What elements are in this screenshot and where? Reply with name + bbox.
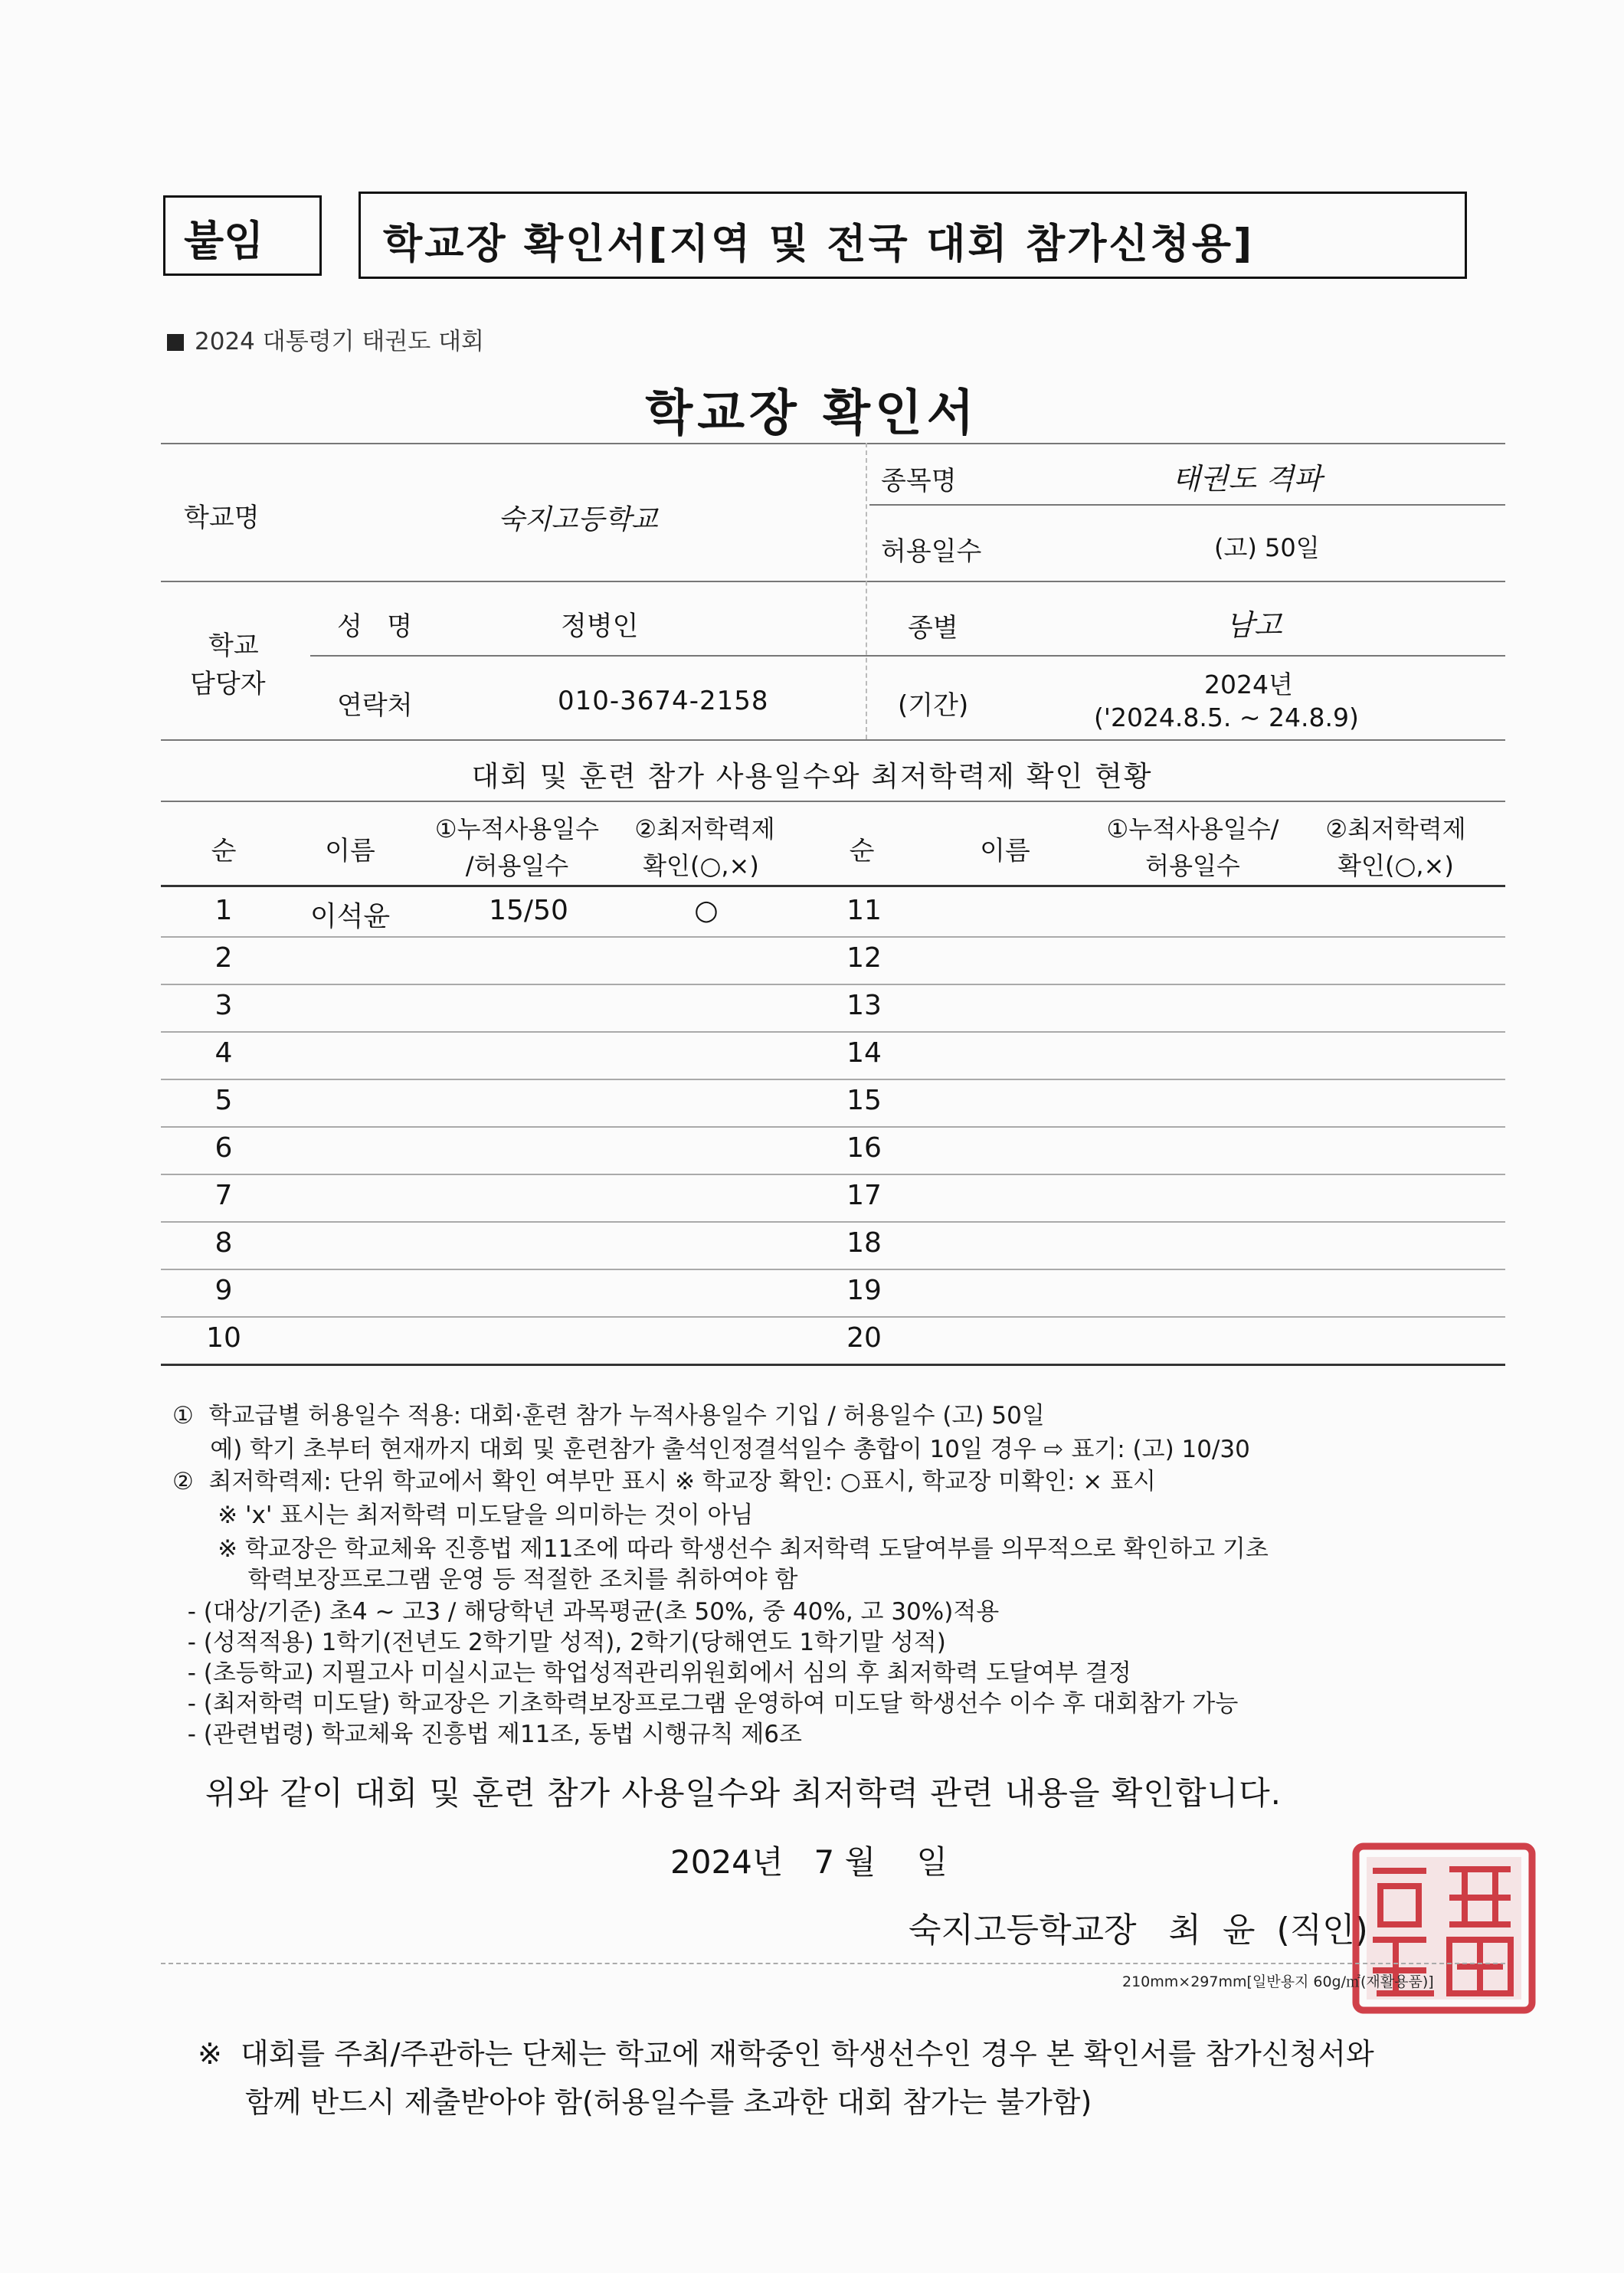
row-no: 9: [214, 1275, 233, 1306]
note-line: - (초등학교) 지필고사 미실시교는 학업성적관리위원회에서 심의 후 최저학력 도달여부 결정: [172, 1659, 1131, 1687]
row-name: 이석윤: [309, 901, 391, 932]
row-no-right: 17: [846, 1180, 882, 1211]
period-range: ('2024.8.5. ~ 24.8.9): [1094, 703, 1359, 732]
bottom-rule: [161, 1963, 1505, 1964]
row-no: 4: [214, 1037, 233, 1069]
school-label: 학교명: [184, 503, 260, 533]
row-no: 8: [214, 1227, 233, 1259]
note-line: 학력보장프로그램 운영 등 적절한 조치를 취하여야 함: [172, 1566, 798, 1593]
row-rule: [161, 1316, 1505, 1318]
note-line: - (최저학력 미도달) 학교장은 기초학력보장프로그램 운영하여 미도달 학생선수 이수 후 대회참가 가능: [172, 1690, 1239, 1718]
info-rule-1: [161, 581, 1505, 582]
square-bullet-icon: [167, 334, 184, 351]
table-caption: 대회 및 훈련 참가 사용일수와 최저학력제 확인 현황: [471, 760, 1153, 793]
footer-line-1: ※ 대회를 주최/주관하는 단체는 학교에 재학중인 학생선수인 경우 본 확인서를 참가신청서와: [198, 2037, 1374, 2071]
header-no-right: 순: [849, 836, 875, 866]
signer-name: 숙지고등학교장 최 윤 (직인): [909, 1911, 1368, 1950]
row-no-right: 16: [846, 1132, 882, 1164]
row-rule: [161, 936, 1505, 938]
paper-size-note: 210mm×297mm[일반용지 60g/㎡(재활용품)]: [1122, 1973, 1434, 1990]
info-rule-mid-right: [869, 504, 1505, 506]
note-line: - (대상/기준) 초4 ~ 고3 / 해당학년 과목평균(초 50%, 중 40%, 고 30%)적용: [172, 1598, 1000, 1626]
manager-label-2: 담당자: [190, 669, 266, 699]
manager-label-1: 학교: [208, 630, 259, 661]
header-no: 순: [211, 836, 237, 866]
info-rule-3: [161, 739, 1505, 741]
note-line: ※ 학교장은 학교체육 진흥법 제11조에 따라 학생선수 최저학력 도달여부를 의무적으로 확인하고 기초: [172, 1535, 1269, 1563]
row-rule: [161, 1174, 1505, 1175]
row-no: 2: [214, 942, 233, 974]
info-rule-top: [161, 443, 1505, 444]
row-no-right: 11: [846, 895, 882, 926]
row-rule: [161, 1079, 1505, 1080]
table-rule-top: [161, 801, 1505, 802]
header-academic-right-2: 확인(○,×): [1338, 851, 1454, 880]
row-no: 6: [214, 1132, 233, 1164]
row-no-right: 20: [846, 1322, 882, 1354]
note-line: 예) 학기 초부터 현재까지 대회 및 훈련참가 출석인정결석일수 총합이 10일 경우 ⇨ 표기: (고) 10/30: [172, 1436, 1250, 1463]
name-label: 성 명: [337, 611, 413, 642]
row-no: 5: [214, 1085, 233, 1116]
confirm-statement: 위와 같이 대회 및 훈련 참가 사용일수와 최저학력 관련 내용을 확인합니다.: [205, 1774, 1282, 1812]
note-line: ※ 'x' 표시는 최저학력 미도달을 의미하는 것이 아님: [172, 1502, 754, 1529]
event-name: 2024 대통령기 태권도 대회: [167, 322, 484, 356]
row-mark: ○: [694, 895, 719, 926]
allowed-days-label: 허용일수: [881, 536, 982, 567]
row-rule: [161, 984, 1505, 985]
row-rule: [161, 1364, 1505, 1366]
row-rule: [161, 1031, 1505, 1033]
name-value: 정병인: [561, 611, 639, 642]
attachment-tag: 붙임: [184, 217, 264, 265]
header-days-2: /허용일수: [465, 851, 569, 880]
row-no: 10: [206, 1322, 241, 1354]
contact-value: 010-3674-2158: [558, 686, 769, 716]
header-name-right: 이름: [980, 836, 1030, 866]
row-no-right: 14: [846, 1037, 882, 1069]
row-rule: [161, 1269, 1505, 1270]
row-no-right: 15: [846, 1085, 882, 1116]
header-days-1: ①누적사용일수: [434, 814, 600, 843]
row-no: 3: [214, 990, 233, 1021]
sport-value: 태권도 격파: [1172, 462, 1322, 496]
row-days: 15/50: [489, 895, 568, 926]
row-rule: [161, 1221, 1505, 1223]
header-name: 이름: [325, 836, 375, 866]
contact-label: 연락처: [337, 690, 413, 721]
header-academic-right-1: ②최저학력제: [1325, 814, 1466, 843]
row-rule: [161, 1126, 1505, 1128]
school-value: 숙지고등학교: [498, 504, 658, 535]
note-line: - (관련법령) 학교체육 진흥법 제11조, 동법 시행규칙 제6조: [172, 1721, 802, 1748]
row-no-right: 18: [846, 1227, 882, 1259]
note-line: ① 학교급별 허용일수 적용: 대회·훈련 참가 누적사용일수 기입 / 허용일수 (고) 50일: [172, 1402, 1045, 1430]
header-days-right-1: ①누적사용일수/: [1106, 814, 1279, 843]
category-value: 남고: [1226, 608, 1282, 642]
period-year: 2024년: [1204, 670, 1293, 699]
note-line: ② 최저학력제: 단위 학교에서 확인 여부만 표시 ※ 학교장 확인: ○표시, 학교장 미확인: × 표시: [172, 1468, 1157, 1495]
period-label: (기간): [898, 690, 969, 721]
row-no: 1: [214, 895, 233, 926]
allowed-days-value: (고) 50일: [1214, 533, 1320, 562]
table-header-rule: [161, 885, 1505, 887]
info-divider-v: [866, 443, 867, 739]
signing-date: 2024년 7 월 일: [670, 1843, 948, 1881]
sport-label: 종목명: [881, 466, 957, 496]
header-academic-1: ②최저학력제: [634, 814, 775, 843]
row-no-right: 19: [846, 1275, 882, 1306]
row-no-right: 12: [846, 942, 882, 974]
form-title: 학교장 확인서[지역 및 전국 대회 참가신청용]: [383, 221, 1255, 267]
category-label: 종별: [908, 613, 958, 644]
header-days-right-2: 허용일수: [1145, 851, 1240, 880]
row-no: 7: [214, 1180, 233, 1211]
row-no-right: 13: [846, 990, 882, 1021]
header-academic-2: 확인(○,×): [643, 851, 759, 880]
footer-line-2: 함께 반드시 제출받아야 함(허용일수를 초과한 대회 참가는 불가함): [245, 2085, 1092, 2119]
document-title: 학교장 확인서: [645, 385, 979, 442]
note-line: - (성적적용) 1학기(전년도 2학기말 성적), 2학기(당해연도 1학기말 성적): [172, 1629, 946, 1656]
info-rule-2: [310, 655, 1505, 657]
